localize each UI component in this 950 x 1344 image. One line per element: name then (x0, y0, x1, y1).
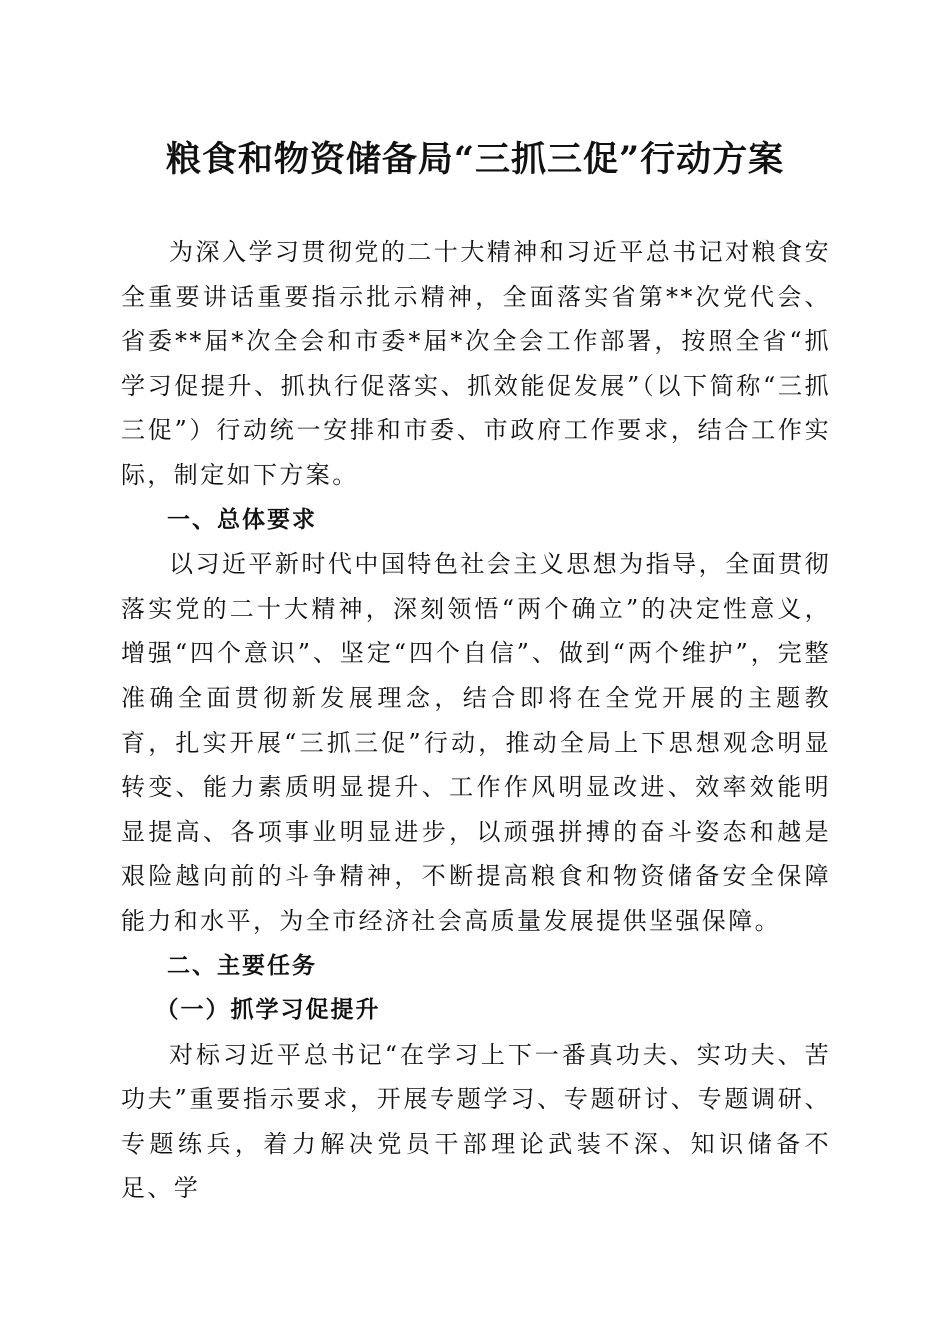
general-requirements-paragraph: 以习近平新时代中国特色社会主义思想为指导，全面贯彻落实党的二十大精神，深刻领悟“两个确立”的决定性意义，增强“四个意识”、坚定“四个自信”、做到“两个维护”，完整准确全面贯彻新发展理念，结合即将在全党开展的主题教育，扎实开展“三抓三促”行动，推动全局上下思想观念明显转变、能力素质明显提升、工作作风明显改进、效率效能明显提高、各项事业明显进步，以顽强拼搏的奋斗姿态和越是艰险越向前的斗争精神，不断提高粮食和物资储备安全保障能力和水平，为全市经济社会高质量发展提供坚强保障。 (121, 550, 831, 935)
intro-paragraph: 为深入学习贯彻党的二十大精神和习近平总书记对粮食安全重要讲话重要指示批示精神，全面落实省第**次党代会、省委**届*次全会和市委*届*次全会工作部署，按照全省“抓学习促提升、抓执行促落实、抓效能促发展”（以下简称“三抓三促”）行动统一安排和市委、市政府工作要求，结合工作实际，制定如下方案。 (121, 238, 831, 489)
section-heading-main-tasks: 二、主要任务 (167, 952, 317, 979)
subsection-heading-study: （一）抓学习促提升 (155, 996, 381, 1024)
document-title: 粮食和物资储备局“三抓三促”行动方案 (165, 139, 785, 180)
section-heading-general-requirements: 一、总体要求 (167, 506, 317, 533)
study-paragraph: 对标习近平总书记“在学习上下一番真功夫、实功夫、苦功夫”重要指示要求，开展专题学习、专题研讨、专题调研、专题练兵，着力解决党员干部理论武装不深、知识储备不足、学 (121, 1040, 831, 1203)
document-body (121, 230, 831, 1211)
